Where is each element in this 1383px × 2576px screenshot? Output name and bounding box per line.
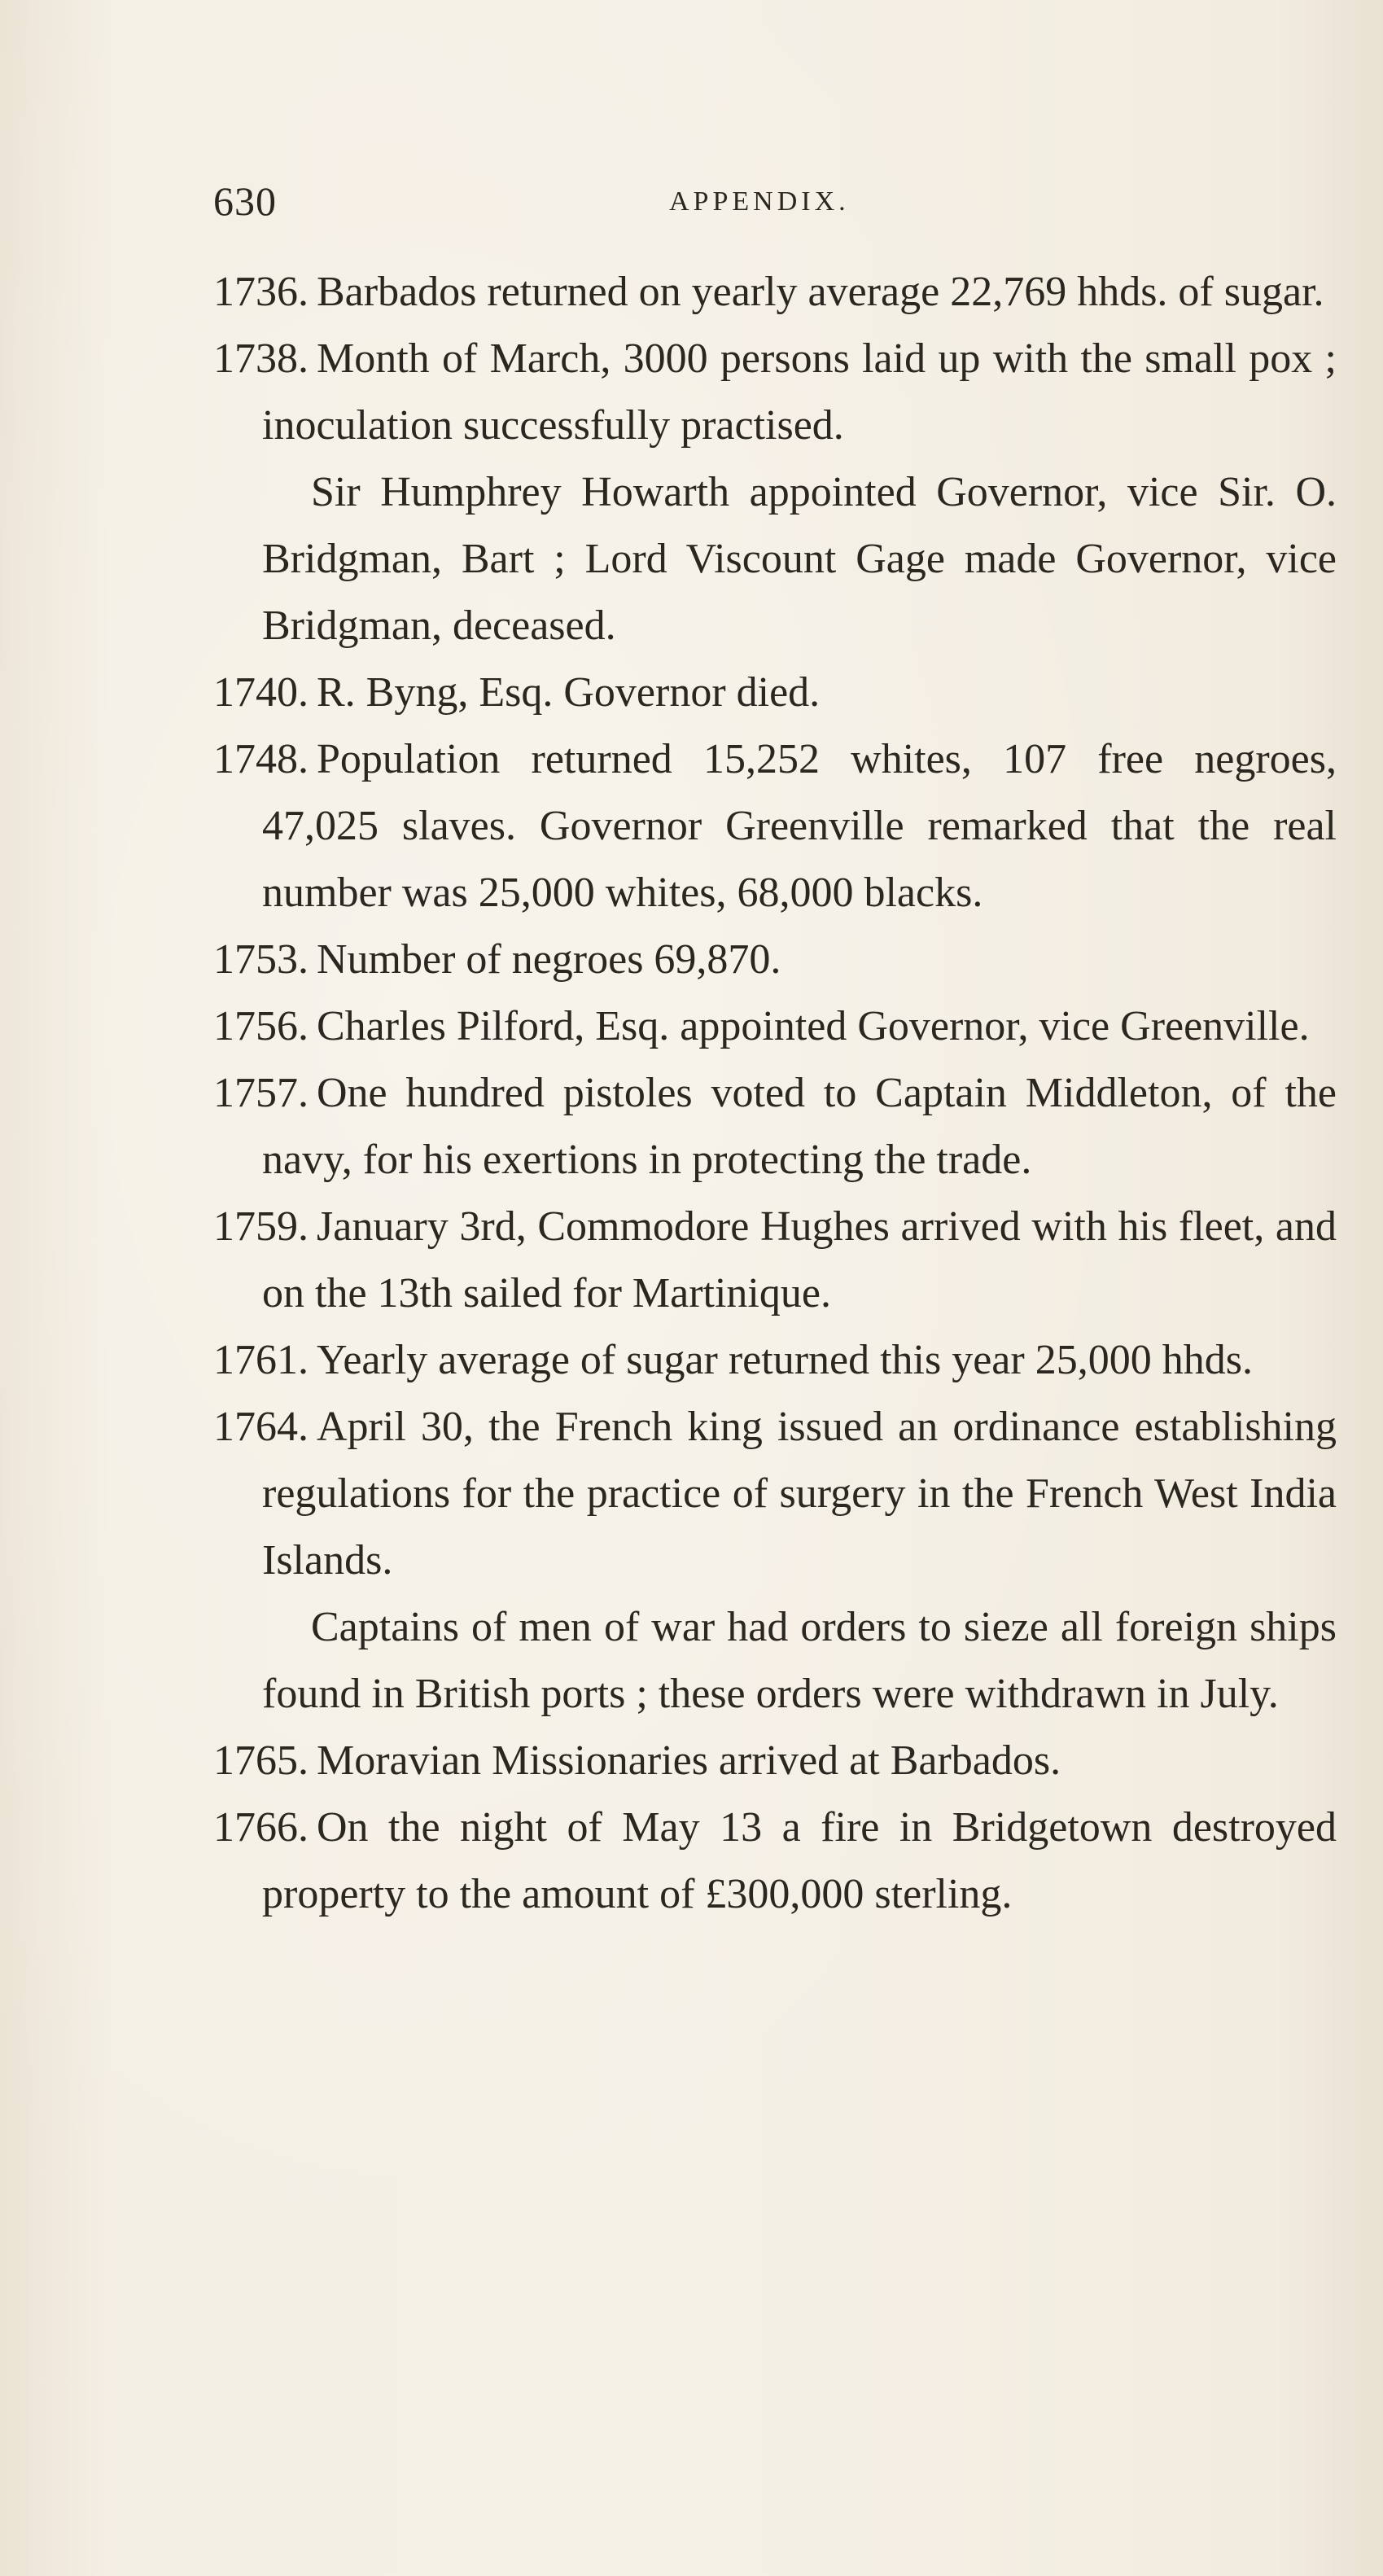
entry-text: April 30, the French king issued an ordinance establishing regulations for the practice of surgery in the French West India Islands. (262, 1404, 1337, 1584)
entry-year: 1748. (213, 736, 309, 782)
chronology-entry (213, 1394, 1337, 1728)
entry-year: 1759. (213, 1203, 309, 1250)
page-header (213, 173, 1337, 230)
chronology-entry (213, 927, 1337, 993)
entry-year: 1736. (213, 269, 309, 315)
chronology-entry (213, 326, 1337, 659)
entry-text: Charles Pilford, Esq. appointed Governor, vice Greenville. (317, 1003, 1310, 1049)
entry-continuation: Sir Humphrey Howarth appointed Governor, vice Sir. O. Bridgman, Bart ; Lord Viscount Gage made Governor, vice Bridgman, deceased. (262, 469, 1337, 649)
entry-text: Yearly average of sugar returned this year 25,000 hhds. (317, 1337, 1253, 1383)
entry-text: One hundred pistoles voted to Captain Middleton, of the navy, for his exertions in protecting the trade. (262, 1070, 1337, 1183)
entry-year: 1761. (213, 1337, 309, 1383)
entry-text: January 3rd, Commodore Hughes arrived with his fleet, and on the 13th sailed for Martinique. (262, 1203, 1337, 1316)
entry-year: 1757. (213, 1070, 309, 1116)
entry-text: Month of March, 3000 persons laid up with the small pox ; inoculation successfully practised. (262, 335, 1337, 449)
chronology-entry (213, 1728, 1337, 1794)
entry-text: R. Byng, Esq. Governor died. (317, 669, 821, 716)
entry-year: 1738. (213, 335, 309, 382)
entry-text: Moravian Missionaries arrived at Barbados. (317, 1737, 1061, 1784)
entry-year: 1766. (213, 1804, 309, 1851)
chronology-entry (213, 993, 1337, 1060)
chronology-entry (213, 1194, 1337, 1327)
running-head: APPENDIX. (669, 186, 850, 217)
chronology-entry (213, 1060, 1337, 1194)
entry-text: On the night of May 13 a fire in Bridgetown destroyed property to the amount of £300,000 sterling. (262, 1804, 1337, 1917)
entry-year: 1740. (213, 669, 309, 716)
page-number: 630 (213, 178, 277, 224)
entry-text: Population returned 15,252 whites, 107 free negroes, 47,025 slaves. Governor Greenville remarked that the real number was 25,000 whites, 68,000 blacks. (262, 736, 1337, 916)
entry-year: 1753. (213, 936, 309, 983)
chronology-entry (213, 726, 1337, 927)
entry-year: 1765. (213, 1737, 309, 1784)
entry-text: Barbados returned on yearly average 22,769 hhds. of sugar. (317, 269, 1324, 315)
chronology-entry (213, 1794, 1337, 1928)
chronology-entry (213, 659, 1337, 726)
chronology-entry (213, 1327, 1337, 1394)
chronology-entries (213, 259, 1337, 1928)
entry-continuation: Captains of men of war had orders to sieze all foreign ships found in British ports ; these orders were withdrawn in July. (262, 1604, 1337, 1717)
entry-year: 1764. (213, 1404, 309, 1450)
chronology-entry (213, 259, 1337, 326)
entry-year: 1756. (213, 1003, 309, 1049)
entry-text: Number of negroes 69,870. (317, 936, 781, 983)
